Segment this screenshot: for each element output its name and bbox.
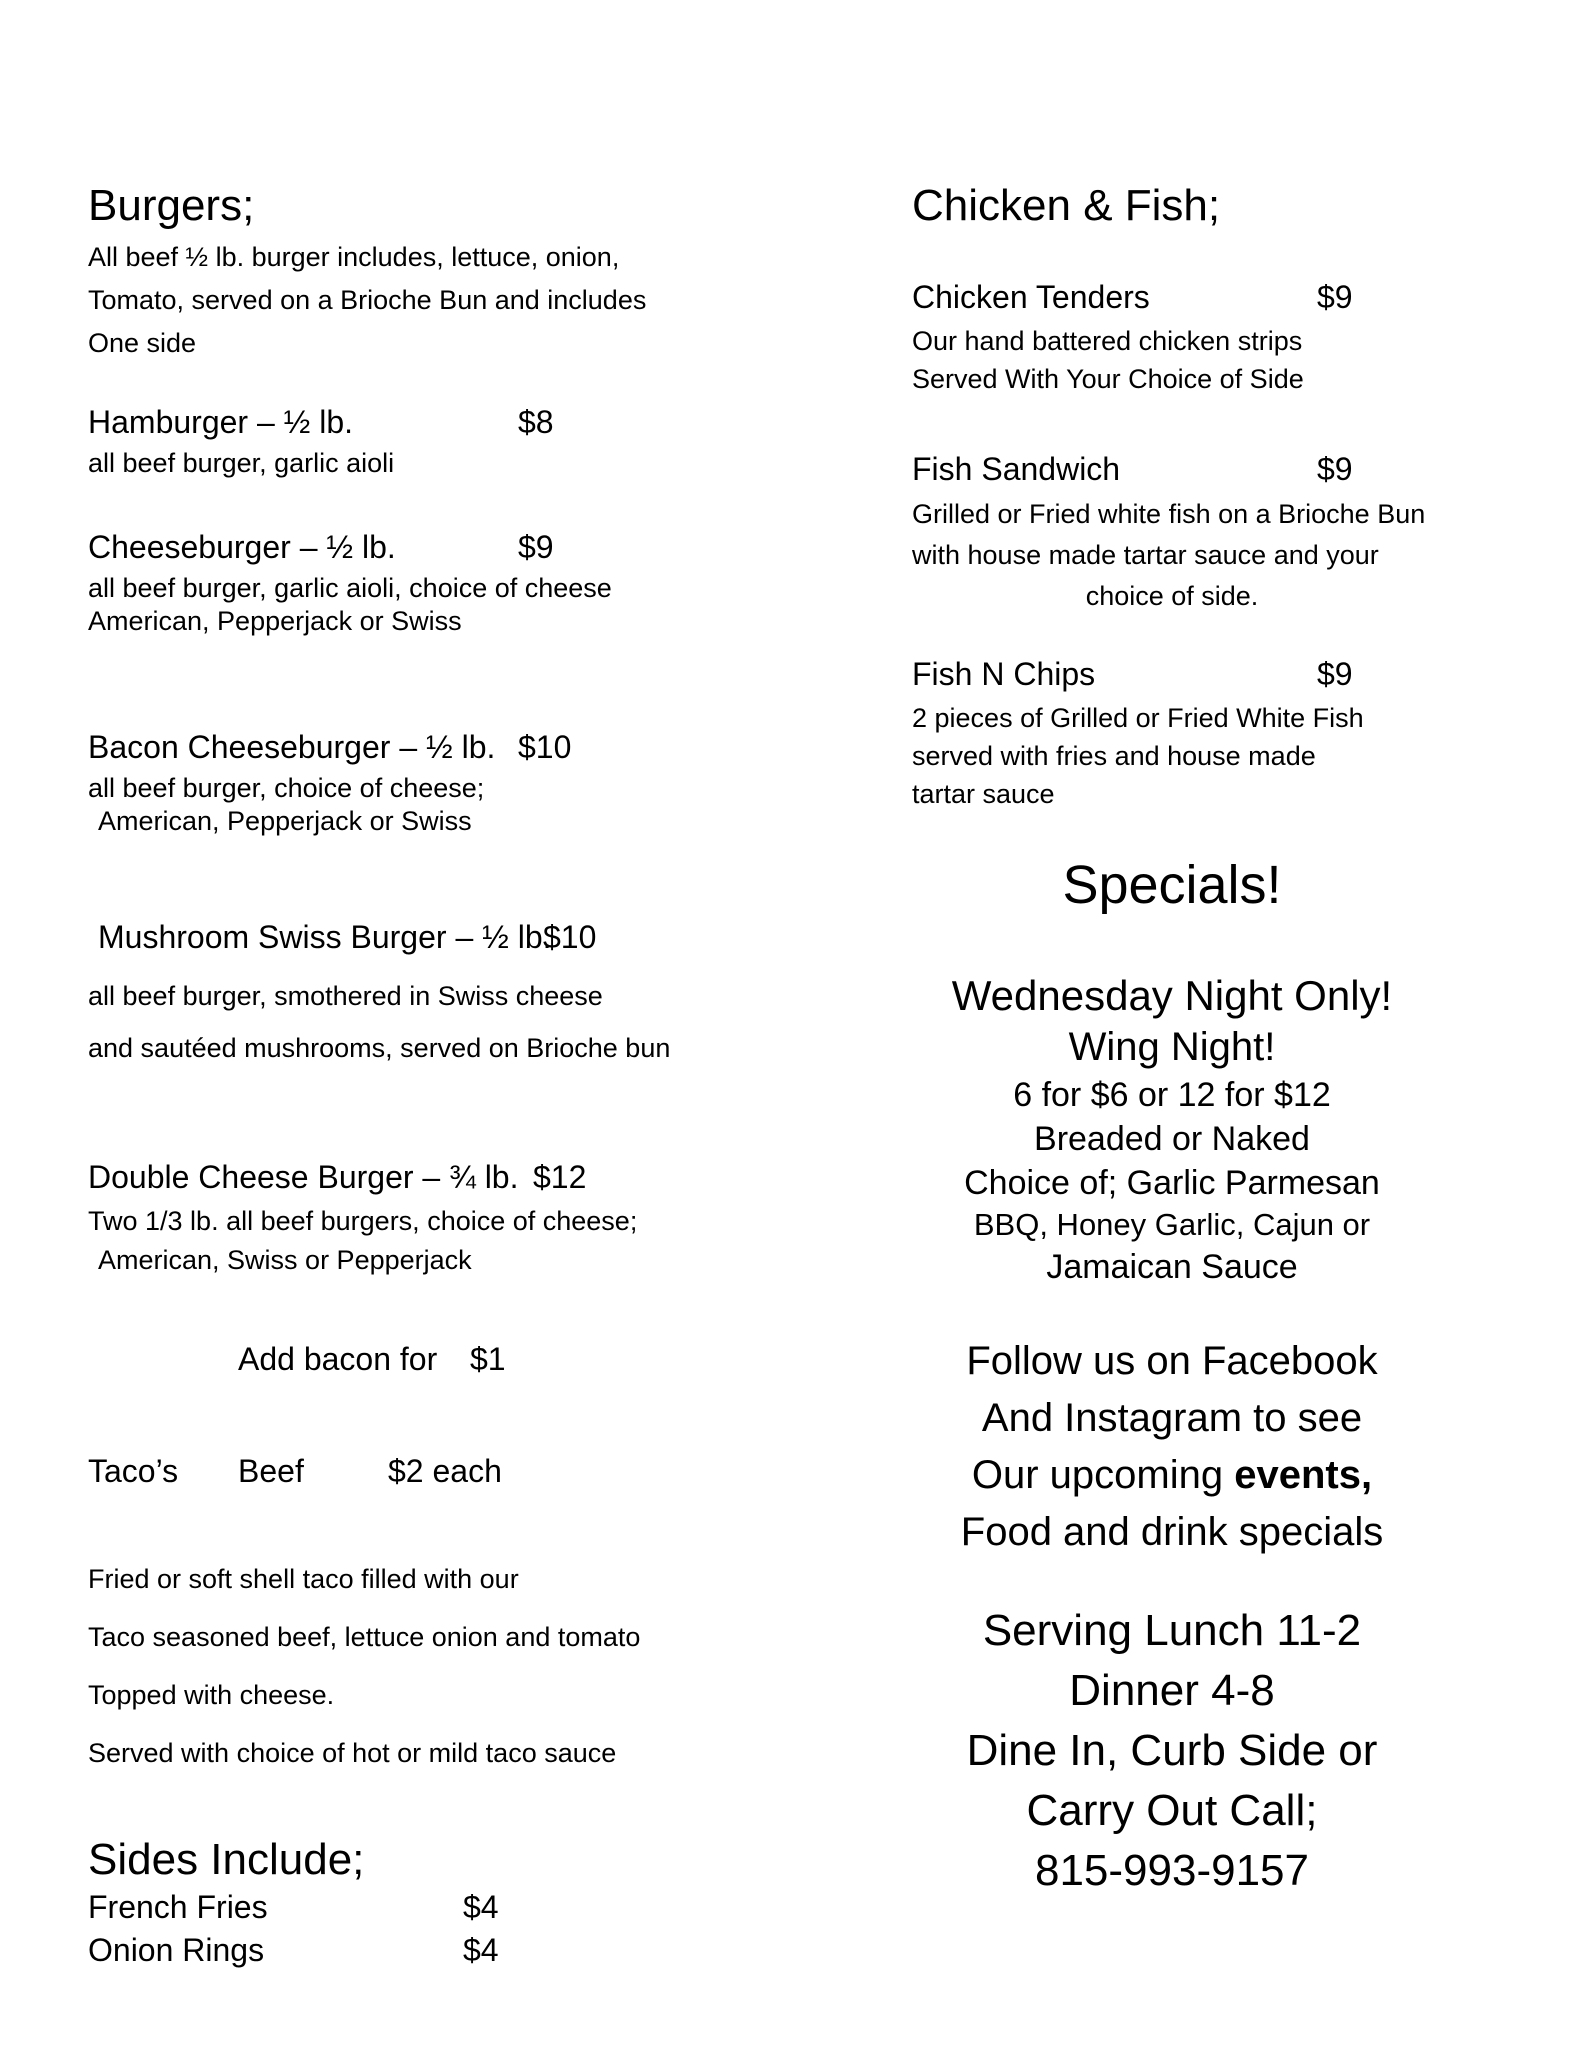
specials-line-wednesday: Wednesday Night Only! [951, 972, 1393, 1019]
item-row [912, 446, 1432, 492]
item-name: Onion Rings [88, 1932, 265, 1968]
item-description [88, 447, 658, 480]
burgers-intro [88, 236, 658, 365]
item-description-line: choice of side. [1085, 581, 1259, 611]
item-name: French Fries [88, 1889, 268, 1925]
right-column [912, 180, 1432, 1901]
hours-carry-out: Carry Out Call; [1026, 1786, 1318, 1835]
specials-line-wing-night: Wing Night! [1068, 1025, 1276, 1069]
menu-item-cheeseburger [88, 524, 658, 638]
item-description [912, 699, 1432, 813]
hours-block [912, 1601, 1432, 1901]
item-description-line: all beef burger, smothered in Swiss cheese [88, 981, 603, 1011]
item-name: Cheeseburger – ½ lb. [88, 529, 396, 565]
burgers-heading: Burgers; [88, 181, 255, 230]
item-description [88, 572, 658, 638]
left-column [88, 180, 671, 1972]
item-price: $9 [518, 529, 554, 565]
item-price: $4 [463, 1889, 499, 1925]
specials-line-sauces: BBQ, Honey Garlic, Cajun or [973, 1207, 1371, 1242]
tacos-description-line: Topped with cheese. [88, 1680, 335, 1710]
item-name: Mushroom Swiss Burger – ½ lb. [98, 919, 552, 955]
item-description-line: Two 1/3 lb. all beef burgers, choice of cheese; [88, 1206, 638, 1236]
item-description [912, 494, 1432, 617]
item-row [88, 399, 658, 445]
burgers-intro-line-2: Tomato, served on a Brioche Bun and includes [88, 285, 647, 315]
item-name: Hamburger – ½ lb. [88, 404, 354, 440]
item-row [912, 651, 1432, 697]
item-description-line: Grilled or Fried white fish on a Brioche Bun [912, 499, 1426, 529]
item-name: Bacon Cheeseburger – ½ lb. [88, 729, 496, 765]
item-price: $9 [1317, 279, 1353, 315]
item-name: Chicken Tenders [912, 279, 1150, 315]
side-item-onion-rings [88, 1929, 658, 1972]
specials-line-choice: Choice of; Garlic Parmesan [964, 1164, 1380, 1202]
item-row [88, 1154, 658, 1200]
item-description-line: American, Pepperjack or Swiss [88, 606, 462, 636]
tacos-description-line: Served with choice of hot or mild taco sauce [88, 1738, 617, 1768]
tacos-description-line: Fried or soft shell taco filled with our [88, 1564, 519, 1594]
sides-heading: Sides Include; [88, 1835, 365, 1884]
item-row [88, 724, 658, 770]
hours-lunch: Serving Lunch 11-2 [982, 1606, 1362, 1655]
item-description-line: tartar sauce [912, 779, 1055, 809]
chicken-fish-heading: Chicken & Fish; [912, 181, 1221, 230]
social-line-3 [912, 1447, 1432, 1504]
tacos-name: Taco’s [88, 1453, 179, 1489]
item-description-line: all beef burger, choice of cheese; [88, 773, 485, 803]
item-name: Double Cheese Burger – ¾ lb. [88, 1159, 519, 1195]
side-item-french-fries [88, 1886, 658, 1929]
menu-item-chicken-tenders [912, 274, 1432, 398]
item-description-line: Our hand battered chicken strips [912, 326, 1303, 356]
specials-line-breaded: Breaded or Naked [1034, 1120, 1310, 1158]
social-line-2: And Instagram to see [981, 1396, 1363, 1440]
menu-item-double-cheese-burger [88, 1154, 658, 1280]
item-price: $4 [463, 1932, 499, 1968]
item-description-line: and sautéed mushrooms, served on Brioche bun [88, 1033, 671, 1063]
item-description-line: American, Swiss or Pepperjack [98, 1245, 472, 1275]
social-line-4: Food and drink specials [960, 1510, 1384, 1554]
hours-dinner: Dinner 4-8 [1069, 1666, 1275, 1715]
tacos-variant: Beef [238, 1453, 304, 1489]
phone-number: 815-993-9157 [1034, 1846, 1309, 1895]
specials-line-jamaican: Jamaican Sauce [1046, 1248, 1298, 1286]
social-line-1: Follow us on Facebook [966, 1339, 1378, 1383]
menu-item-mushroom-swiss-burger [88, 914, 671, 1074]
item-price: $8 [518, 404, 554, 440]
item-price: $9 [1317, 451, 1353, 487]
burgers-intro-line-1: All beef ½ lb. burger includes, lettuce, onion, [88, 242, 620, 272]
specials-block [912, 969, 1432, 1289]
menu-item-bacon-cheeseburger [88, 724, 658, 838]
item-description [912, 322, 1432, 398]
item-description-line: served with fries and house made [912, 741, 1316, 771]
menu-item-hamburger [88, 399, 658, 480]
item-name: Fish N Chips [912, 656, 1096, 692]
item-description [88, 772, 658, 838]
item-description [88, 1202, 658, 1280]
menu-item-fish-n-chips [912, 651, 1432, 813]
menu-item-fish-sandwich [912, 446, 1432, 617]
tacos-price: $2 each [388, 1453, 502, 1489]
item-description-line: all beef burger, garlic aioli [88, 448, 395, 478]
item-description [88, 970, 671, 1074]
item-description-line: all beef burger, garlic aioli, choice of cheese [88, 573, 612, 603]
item-row [88, 914, 658, 960]
item-row [912, 274, 1432, 320]
item-description-line: 2 pieces of Grilled or Fried White Fish [912, 703, 1364, 733]
item-name: Fish Sandwich [912, 451, 1121, 487]
item-price: $10 [518, 729, 572, 765]
add-bacon-label: Add bacon for [238, 1341, 438, 1377]
tacos-row [88, 1448, 658, 1494]
specials-line-pricing: 6 for $6 or 12 for $12 [1013, 1076, 1331, 1114]
add-bacon-price: $1 [470, 1341, 506, 1377]
item-price: $12 [533, 1159, 587, 1195]
item-price: $10 [543, 919, 597, 955]
add-bacon-row [88, 1336, 658, 1382]
item-price: $9 [1317, 656, 1353, 692]
social-line-3-bold: events, [1234, 1453, 1373, 1497]
specials-heading: Specials! [1062, 855, 1282, 915]
social-line-3-prefix: Our upcoming [971, 1453, 1235, 1497]
tacos-description-line: Taco seasoned beef, lettuce onion and tomato [88, 1622, 641, 1652]
tacos-description [88, 1550, 658, 1782]
item-description-line: American, Pepperjack or Swiss [98, 806, 472, 836]
hours-dine-in: Dine In, Curb Side or [966, 1726, 1378, 1775]
item-description-line: Served With Your Choice of Side [912, 364, 1304, 394]
social-block [912, 1333, 1432, 1561]
item-description-line: with house made tartar sauce and your [912, 540, 1379, 570]
burgers-intro-line-3: One side [88, 328, 197, 358]
item-row [88, 524, 658, 570]
